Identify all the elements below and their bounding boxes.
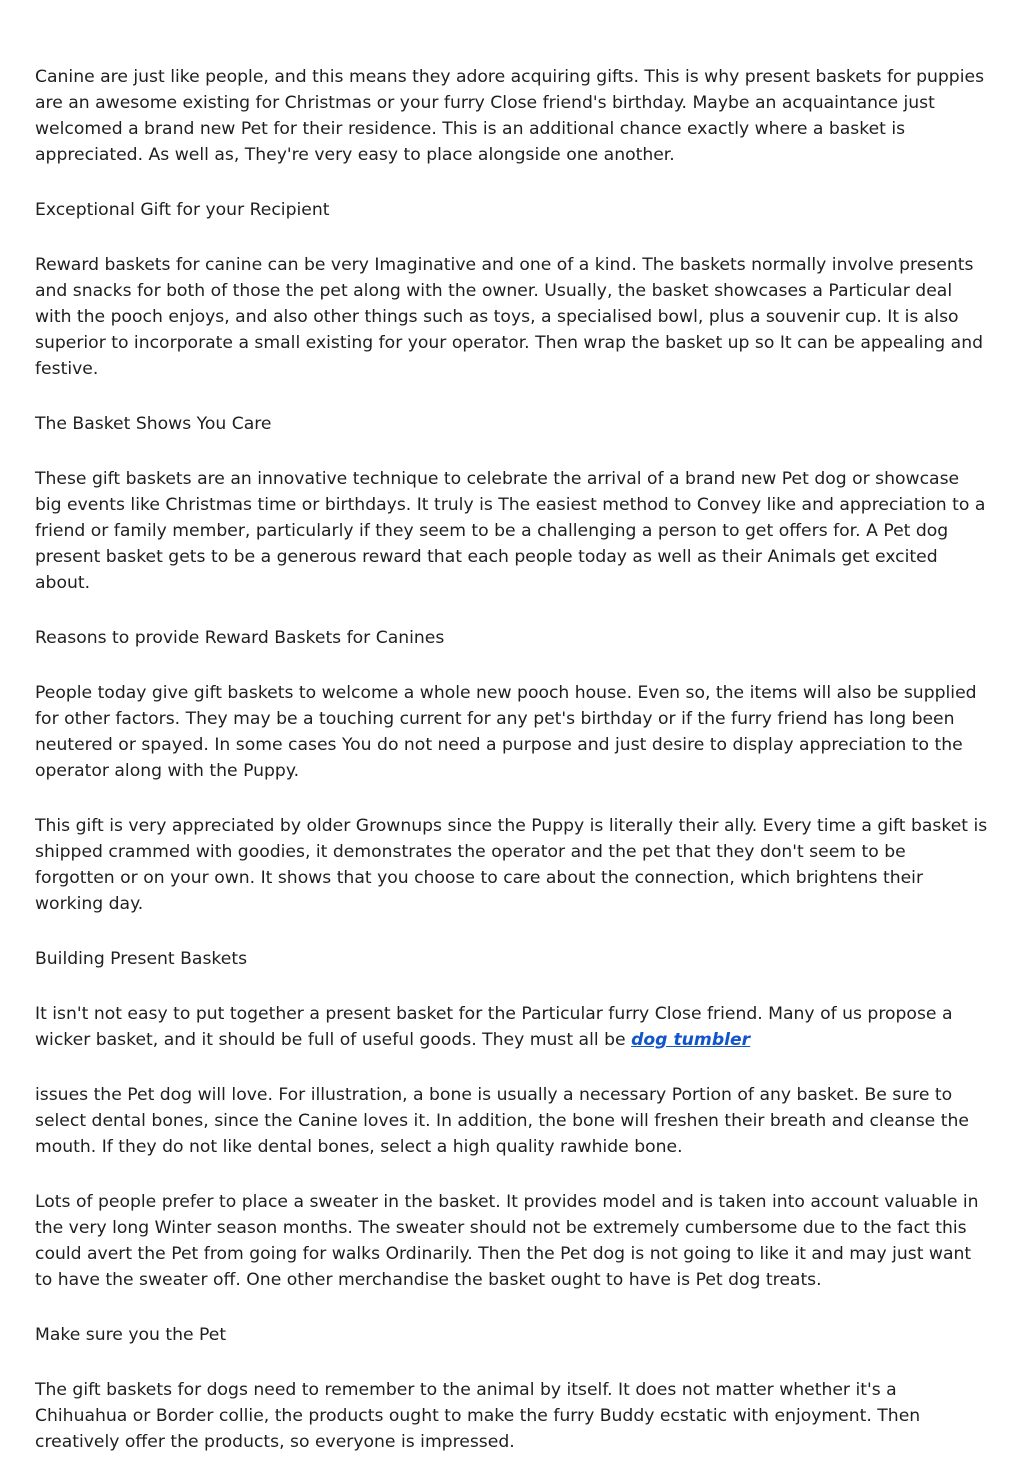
paragraph-intro: Canine are just like people, and this means they adore acquiring gifts. This is why present baskets for puppies are an awesome existing for Christmas or your furry Close friend's birthday. Maybe an acquaintance just welcomed a brand new Pet for their residence. This is an additional chance exactly where a basket is appreciated. As well as, They're very easy to place alongside one another. xyxy=(35,67,985,165)
paragraph-reward-baskets: Reward baskets for canine can be very Imaginative and one of a kind. The baskets normally involve presents and snacks for both of those the pet along with the owner. Usually, the basket showcases a Particular deal with the pooch enjoys, and also other things such as toys, a specialised bowl, plus a souvenir cup. It is also superior to incorporate a small existing for your operator. Then wrap the basket up so It can be appealing and festive. xyxy=(35,255,984,379)
paragraph-chihuahua: The gift baskets for dogs need to remember to the animal by itself. It does not matter whether it's a Chihuahua or Border collie, the products ought to make the furry Buddy ecstatic with enjoyment. Then creatively offer the products, so everyone is impressed. xyxy=(35,1380,921,1452)
paragraph-dental-bones: issues the Pet dog will love. For illustration, a bone is usually a necessary Portion of any basket. Be sure to select dental bones, since the Canine loves it. In addition, the bone will freshen their breath and cleanse the mouth. If they do not like dental bones, select a high quality rawhide bone. xyxy=(35,1085,969,1157)
heading-building-baskets: Building Present Baskets xyxy=(35,949,248,969)
paragraph-sweater: Lots of people prefer to place a sweater in the basket. It provides model and is taken into account valuable in the very long Winter season months. The sweater should not be extremely cumbersome due to the fact this could avert the Pet from going for walks Ordinarily. Then the Pet dog is not going to like it and may just want to have the sweater off. One other merchandise the basket ought to have is Pet dog treats. xyxy=(35,1192,979,1290)
dog-tumbler-link[interactable]: dog tumbler xyxy=(631,1030,751,1050)
paragraph-welcome-pooch: People today give gift baskets to welcome a whole new pooch house. Even so, the items will also be supplied for other factors. They may be a touching current for any pet's birthday or if the furry friend has long been neutered or spayed. In some cases You do not need a purpose and just desire to display appreciation to the operator along with the Puppy. xyxy=(35,683,977,781)
paragraph-wicker-basket-text: It isn't not easy to put together a present basket for the Particular furry Close friend. Many of us propose a wicker basket, and it should be full of useful goods. They must all be xyxy=(35,1004,953,1050)
heading-reasons: Reasons to provide Reward Baskets for Canines xyxy=(35,628,445,648)
heading-make-sure-pet: Make sure you the Pet xyxy=(35,1325,227,1345)
heading-exceptional-gift: Exceptional Gift for your Recipient xyxy=(35,200,330,220)
paragraph-innovative-technique: These gift baskets are an innovative technique to celebrate the arrival of a brand new Pet dog or showcase big events like Christmas time or birthdays. It truly is The easiest method to Convey like and appreciation to a friend or family member, particularly if they seem to be a challenging a person to get offers for. A Pet dog present basket gets to be a generous reward that each people today as well as their Animals get excited about. xyxy=(35,469,986,593)
article-body xyxy=(35,64,990,1484)
paragraph-wicker-basket xyxy=(35,1001,990,1053)
paragraph-older-grownups: This gift is very appreciated by older Grownups since the Puppy is literally their ally. Every time a gift basket is shipped crammed with goodies, it demonstrates the operator and the pet that they don't seem to be forgotten or on your own. It shows that you choose to care about the connection, which brightens their working day. xyxy=(35,816,988,914)
heading-basket-shows-care: The Basket Shows You Care xyxy=(35,414,272,434)
